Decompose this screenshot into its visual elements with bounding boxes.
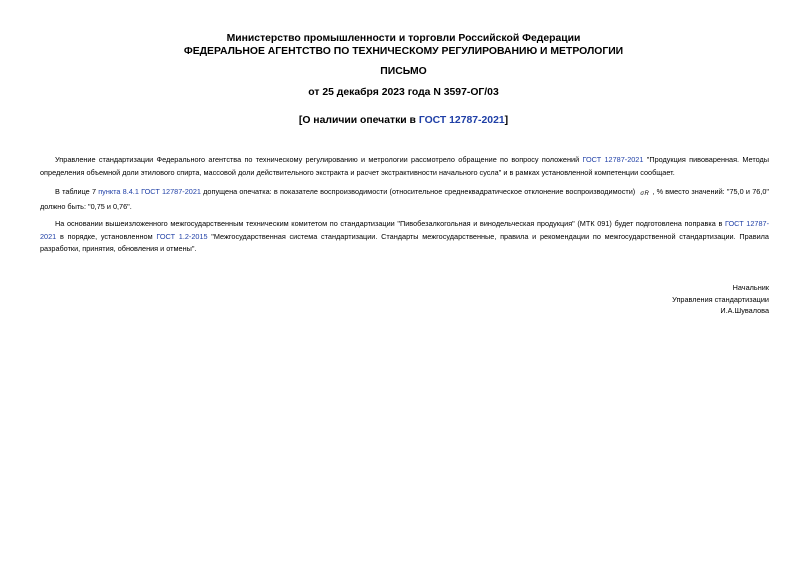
document-subject bbox=[0, 115, 807, 126]
signer-position: Начальник bbox=[732, 283, 769, 292]
signature-block bbox=[672, 282, 769, 317]
p3-text-2: в порядке, установленном bbox=[56, 231, 157, 241]
p1-gost-link[interactable]: ГОСТ 12787-2021 bbox=[582, 155, 644, 164]
paragraph-3 bbox=[40, 218, 769, 256]
subject-gost-link[interactable]: ГОСТ 12787-2021 bbox=[418, 115, 505, 126]
p3-gost-link[interactable]: ГОСТ 12787-2021 bbox=[40, 219, 769, 241]
p3-gost-1-2-link[interactable]: ГОСТ 1.2-2015 bbox=[156, 231, 208, 241]
paragraph-2 bbox=[40, 186, 769, 213]
subject-open: [О наличии опечатки в bbox=[298, 115, 419, 126]
p2-text-3: , % вместо значений: "75,0 и 76,0" должно быть: "0,75 и 0,76". bbox=[40, 187, 769, 211]
p3-text-3: "Межгосударственная система стандартизации. Стандарты межгосударственные, правила и рекомендации по межгосударственной стандартизации. Правила разработки, принятия, обновления и отмены". bbox=[40, 231, 769, 253]
p2-clause-link[interactable]: пункта 8.4.1 ГОСТ 12787-2021 bbox=[98, 187, 201, 196]
document-type: ПИСЬМО bbox=[380, 66, 427, 77]
p2-text-1: В таблице 7 bbox=[55, 187, 99, 196]
agency-name: ФЕДЕРАЛЬНОЕ АГЕНТСТВО ПО ТЕХНИЧЕСКОМУ РЕГУЛИРОВАНИЮ И МЕТРОЛОГИИ bbox=[183, 45, 624, 57]
letter-header bbox=[0, 33, 807, 58]
p2-text-2: допущена опечатка: в показателе воспроизводимости (относительное среднеквадратическое отклонение воспроизводимости) bbox=[200, 187, 638, 196]
document-date-number: от 25 декабря 2023 года N 3597-ОГ/03 bbox=[308, 87, 499, 98]
p1-text-1: Управление стандартизации Федерального агентства по техническому регулированию и метрологии рассмотрело обращение по вопросу положений bbox=[55, 155, 583, 164]
signer-department: Управления стандартизации bbox=[672, 294, 769, 304]
p1-text-2: "Продукция пивоваренная. Методы определения объемной доли этилового спирта, массовой доли действительного экстракта и расчет экстрактивности начального сусла" и в рамках установленной компетенции сообщает. bbox=[40, 155, 770, 177]
subject-close: ] bbox=[504, 115, 509, 126]
p3-text-1: На основании вышеизложенного межгосударственным техническим комитетом по стандартизации "Пивобезалкогольная и винодельческая продукция" (МТК 091) будет подготовлена поправка в bbox=[55, 219, 725, 228]
signer-name: И.А.Шувалова bbox=[720, 306, 769, 315]
paragraph-1 bbox=[40, 154, 769, 179]
ministry-name: Министерство промышленности и торговли Российской Федерации bbox=[226, 33, 581, 44]
reproducibility-symbol: σR bbox=[640, 191, 650, 197]
